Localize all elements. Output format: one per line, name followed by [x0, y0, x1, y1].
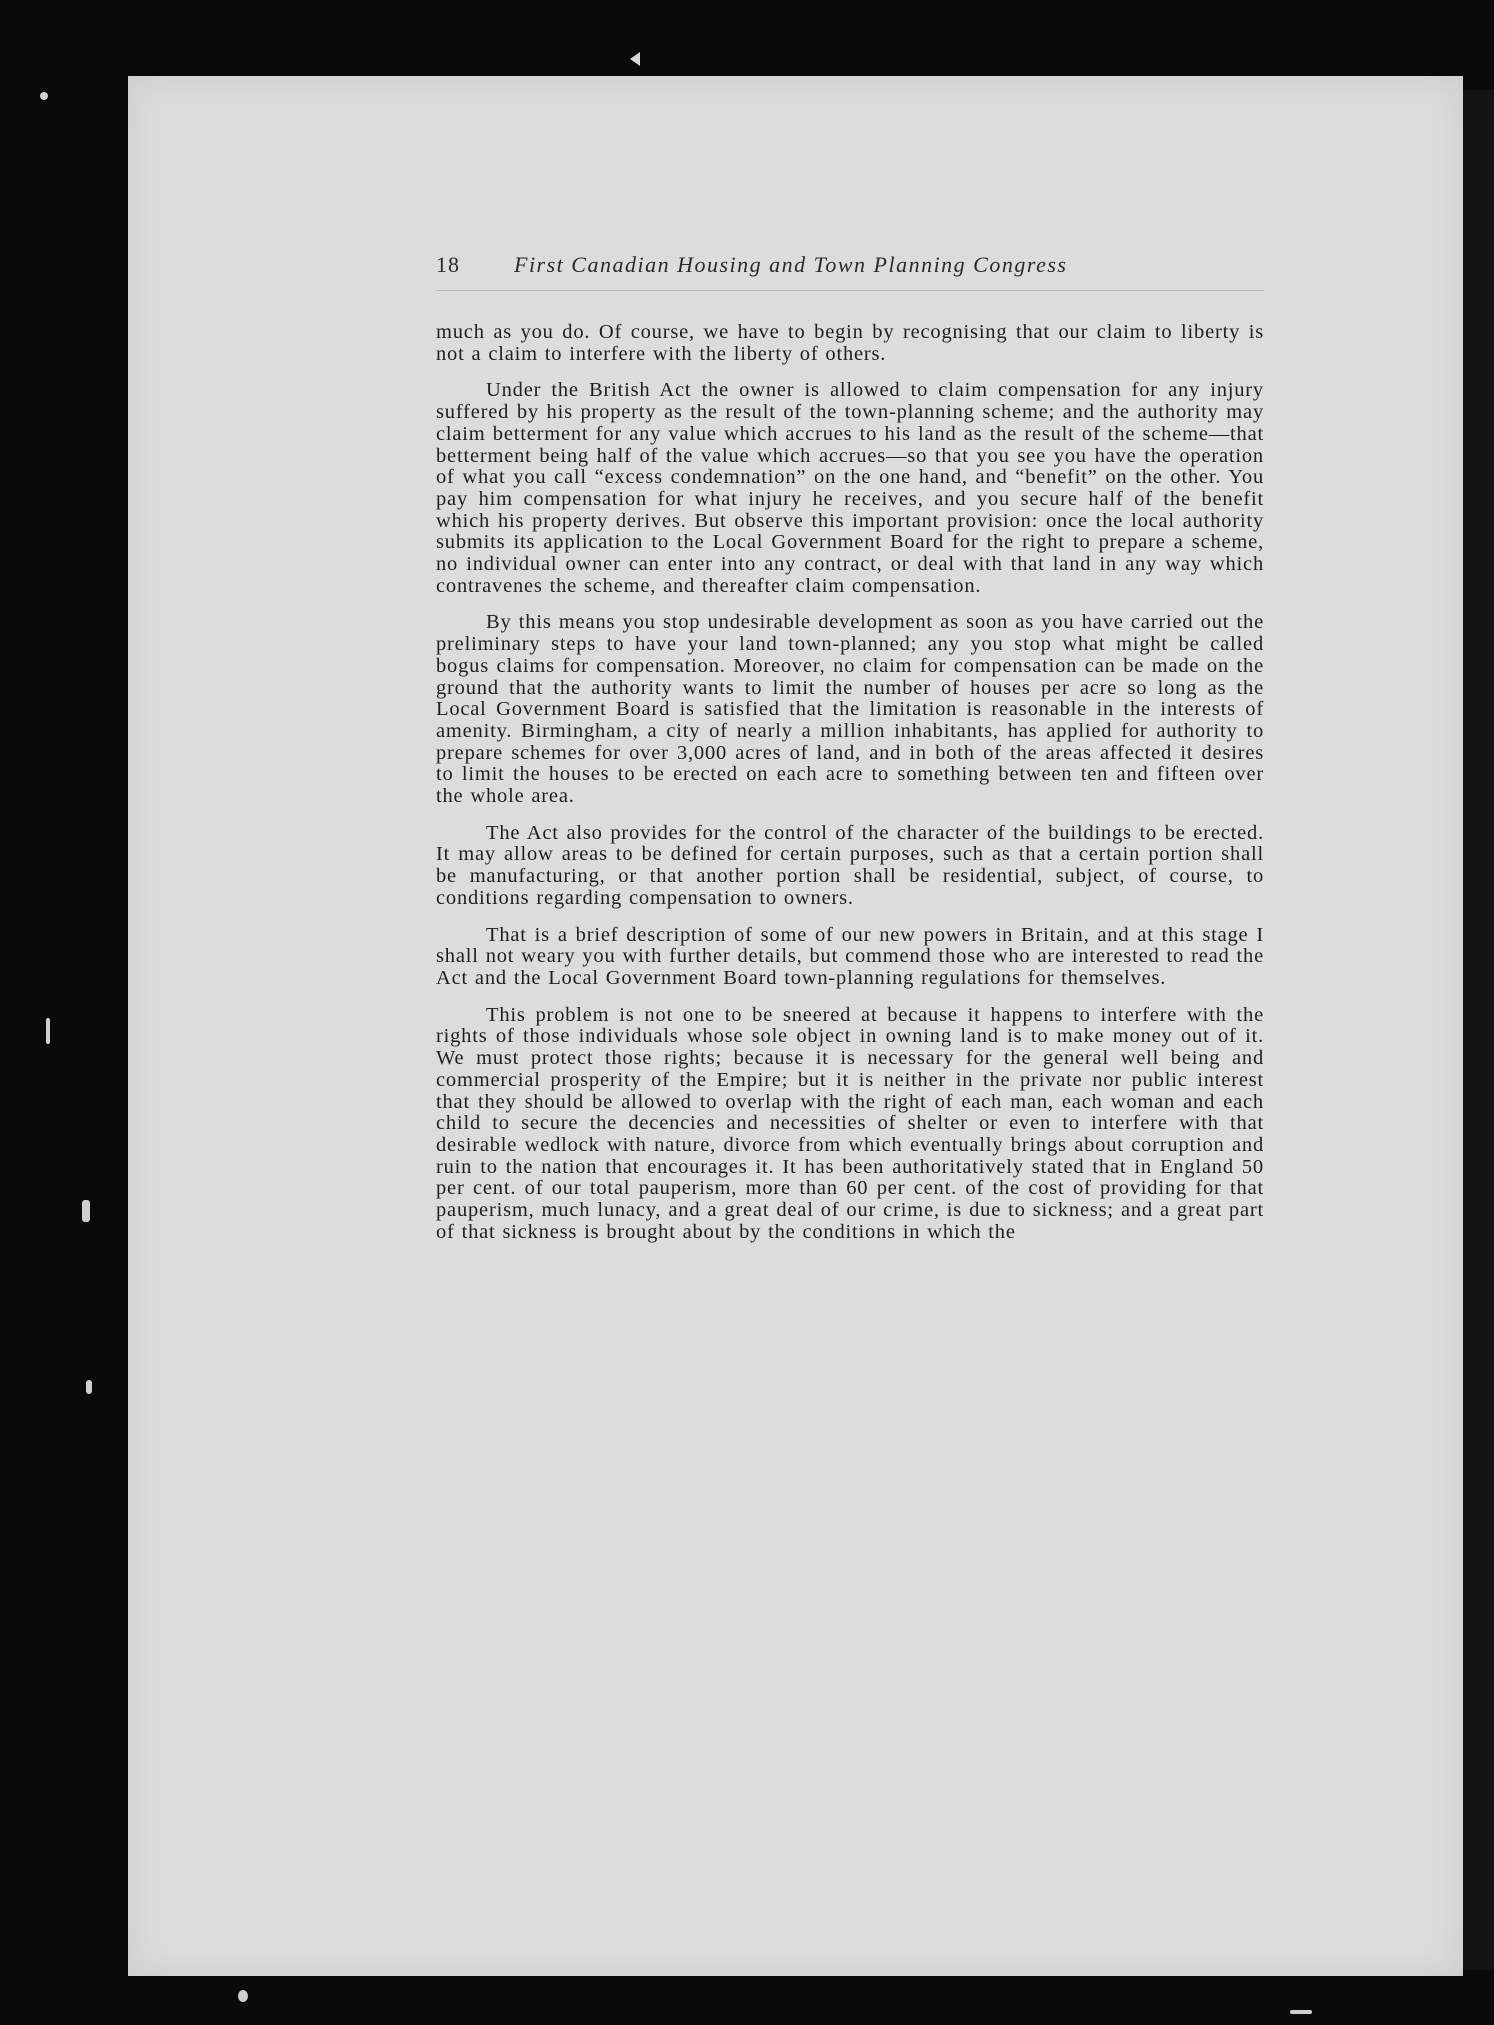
paragraph: That is a brief description of some of our new powers in Britain, and at this stage I shall not weary you with further details, but commend those who are interested to read the Act and the Local Government Board town-planning regulations for themselves. [436, 923, 1264, 989]
scan-speck [86, 1380, 92, 1394]
paragraph: The Act also provides for the control of the character of the buildings to be erected. It may allow areas to be defined for certain purposes, such as that a certain portion shall be manufacturing, or that another portion shall be residential, subject, of course, to conditions regarding compensation to owners. [436, 821, 1264, 909]
page-number: 18 [436, 252, 460, 277]
paragraph: This problem is not one to be sneered at because it happens to interfere with the rights of those individuals whose sole object in owning land is to make money out of it. We must protect those rights; because it is necessary for the general well being and commercial prosperity of the Empire; but it is neither in the private nor public interest that they should be allowed to overlap with the right of each man, each woman and each child to secure the decencies and necessities of shelter or even to interfere with that desirable wedlock with nature, divorce from which eventually brings about corruption and ruin to the nation that encourages it. It has been authoritatively stated that in England 50 per cent. of our total pauperism, more than 60 per cent. of the cost of providing for that pauperism, much lunacy, and a great deal of our crime, is due to sickness; and a great part of that sickness is brought about by the conditions in which the [436, 1003, 1264, 1243]
paragraph: much as you do. Of course, we have to begin by recognising that our claim to liberty is not a claim to interfere with the liberty of others. [436, 322, 1264, 365]
running-title: First Canadian Housing and Town Planning Congress [514, 252, 1068, 277]
body-text [436, 322, 1264, 1762]
scan-speck [40, 92, 48, 100]
page-header [436, 252, 1264, 282]
page-shadow [1458, 90, 1494, 1970]
scan-speck [238, 1990, 248, 2002]
scan-speck [46, 1018, 50, 1044]
scan-speck [1290, 2010, 1312, 2014]
paragraph: By this means you stop undesirable development as soon as you have carried out the preliminary steps to have your land town-planned; any you stop what might be called bogus claims for compensation. Moreover, no claim for compensation can be made on the ground that the authority wants to limit the number of houses per acre so long as the Local Government Board is satisfied that the limitation is reasonable in the interests of amenity. Birmingham, a city of nearly a million inhabitants, has applied for authority to prepare schemes for over 3,000 acres of land, and in both of the areas affected it desires to limit the houses to be erected on each acre to something between ten and fifteen over the whole area. [436, 611, 1264, 808]
paragraph: Under the British Act the owner is allowed to claim compensation for any injury suffered by his property as the result of the town-planning scheme; and the authority may claim betterment for any value which accrues to his land as the result of the scheme—that betterment being half of the value which accrues—so that you see you have the operation of what you call “excess condemnation” on the one hand, and “benefit” on the other. You pay him compensation for what injury he receives, and you secure half of the benefit which his property derives. But observe this important provision: once the local authority submits its application to the Local Government Board for the right to prepare a scheme, no individual owner can enter into any contract, or deal with that land in any way which contravenes the scheme, and thereafter claim compensation. [436, 379, 1264, 597]
film-marker-icon [630, 52, 640, 66]
scan-speck [82, 1200, 90, 1222]
header-divider [436, 290, 1264, 291]
